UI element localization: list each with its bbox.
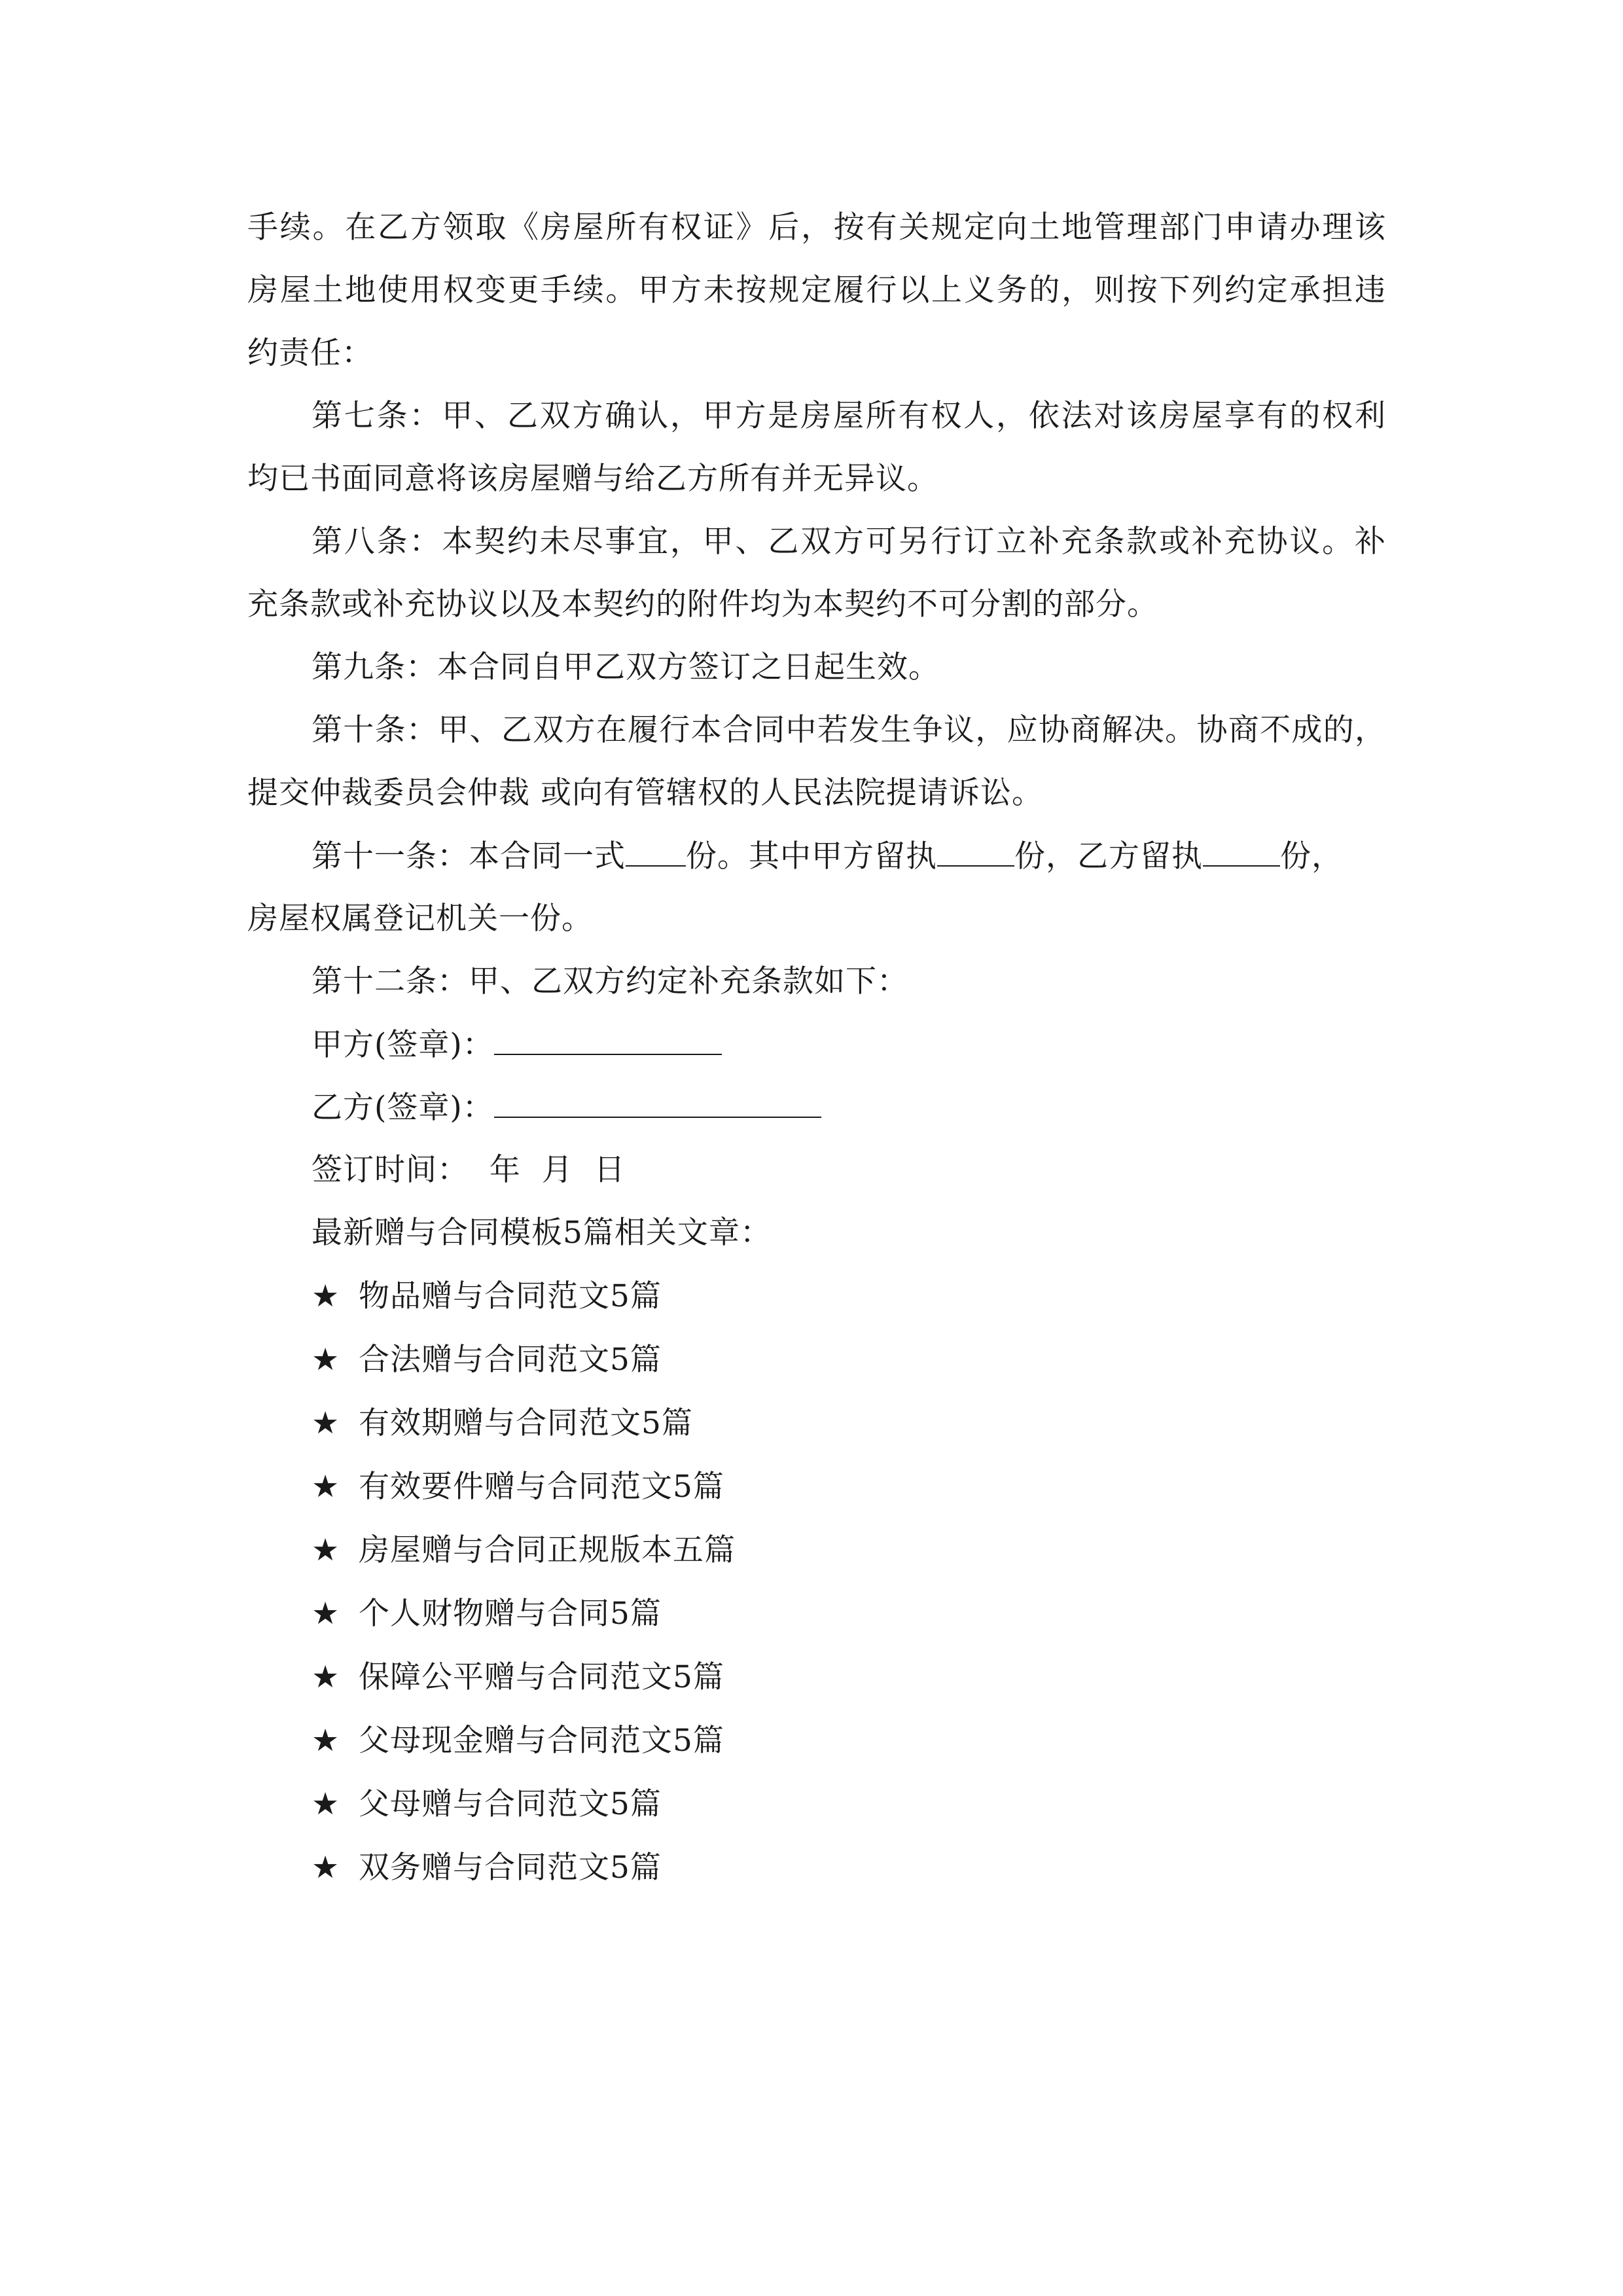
related-item-label: 有效期赠与合同范文5篇 xyxy=(359,1405,693,1441)
article-8-line: 充条款或补充协议以及本契约的附件均为本契约不可分割的部分。 xyxy=(247,586,1158,622)
star-icon: ★ xyxy=(312,1278,340,1314)
copies-party-b-blank xyxy=(1203,836,1280,867)
party-a-signature-blank xyxy=(494,1025,722,1055)
party-a-label: 甲方(签章)： xyxy=(312,1027,494,1063)
related-item[interactable] xyxy=(312,1785,1386,1824)
article-11-line: 房屋权属登记机关一份。 xyxy=(247,901,593,937)
sign-date: 签订时间： 年 月 日 xyxy=(312,1152,626,1188)
related-item[interactable] xyxy=(312,1340,1386,1380)
article-11-text: 份，乙方留执 xyxy=(1014,838,1203,874)
party-b-signature-line xyxy=(312,1088,1386,1128)
article-11-line xyxy=(312,836,1386,876)
related-item[interactable] xyxy=(312,1721,1386,1761)
paragraph-line: 手续。在乙方领取《房屋所有权证》后，按有关规定向土地管理部门申请办理该 xyxy=(247,209,1386,245)
party-b-label: 乙方(签章)： xyxy=(312,1090,494,1126)
related-item-label: 父母赠与合同范文5篇 xyxy=(359,1786,662,1822)
related-item-label: 父母现金赠与合同范文5篇 xyxy=(359,1723,724,1759)
article-8-line: 第八条：本契约未尽事宜，甲、乙双方可另行订立补充条款或补充协议。补 xyxy=(312,524,1386,560)
article-11-text: 份。其中甲方留执 xyxy=(686,838,937,874)
related-item[interactable] xyxy=(312,1658,1386,1697)
related-item-label: 合法赠与合同范文5篇 xyxy=(359,1342,662,1378)
related-item-label: 双务赠与合同范文5篇 xyxy=(359,1850,662,1886)
related-item-label: 个人财物赠与合同5篇 xyxy=(359,1596,662,1632)
star-icon: ★ xyxy=(312,1532,340,1568)
related-item-label: 房屋赠与合同正规版本五篇 xyxy=(359,1532,736,1568)
article-10-line: 第十条：甲、乙双方在履行本合同中若发生争议，应协商解决。协商不成的， xyxy=(312,712,1386,748)
copies-party-a-blank xyxy=(937,836,1014,867)
article-11-text: 第十一条：本合同一式 xyxy=(312,838,626,874)
related-item[interactable] xyxy=(312,1594,1386,1634)
star-icon: ★ xyxy=(312,1659,340,1695)
paragraph-line: 房屋土地使用权变更手续。甲方未按规定履行以上义务的，则按下列约定承担违 xyxy=(247,272,1386,308)
article-7-line: 第七条：甲、乙双方确认，甲方是房屋所有权人，依法对该房屋享有的权利 xyxy=(312,398,1386,434)
article-10-line: 提交仲裁委员会仲裁 或向有管辖权的人民法院提请诉讼。 xyxy=(247,775,1043,811)
star-icon: ★ xyxy=(312,1342,340,1378)
paragraph-line: 约责任： xyxy=(247,335,373,371)
related-item[interactable] xyxy=(312,1277,1386,1316)
party-b-signature-blank xyxy=(494,1088,821,1118)
star-icon: ★ xyxy=(312,1723,340,1759)
related-item-label: 有效要件赠与合同范文5篇 xyxy=(359,1469,724,1505)
related-item-label: 保障公平赠与合同范文5篇 xyxy=(359,1659,724,1695)
related-item[interactable] xyxy=(312,1531,1386,1570)
copies-total-blank xyxy=(626,836,686,867)
related-item[interactable] xyxy=(312,1467,1386,1507)
related-item[interactable] xyxy=(312,1404,1386,1443)
article-7-line: 均已书面同意将该房屋赠与给乙方所有并无异议。 xyxy=(247,461,938,497)
article-9: 第九条：本合同自甲乙双方签订之日起生效。 xyxy=(312,649,940,685)
star-icon: ★ xyxy=(312,1596,340,1632)
star-icon: ★ xyxy=(312,1786,340,1822)
related-heading: 最新赠与合同模板5篇相关文章： xyxy=(312,1215,772,1251)
related-item[interactable] xyxy=(312,1848,1386,1888)
star-icon: ★ xyxy=(312,1850,340,1886)
related-item-label: 物品赠与合同范文5篇 xyxy=(359,1278,662,1314)
star-icon: ★ xyxy=(312,1469,340,1505)
party-a-signature-line xyxy=(312,1025,1386,1065)
article-11-text: 份， xyxy=(1280,838,1343,874)
article-12: 第十二条：甲、乙双方约定补充条款如下： xyxy=(312,963,908,999)
star-icon: ★ xyxy=(312,1405,340,1441)
